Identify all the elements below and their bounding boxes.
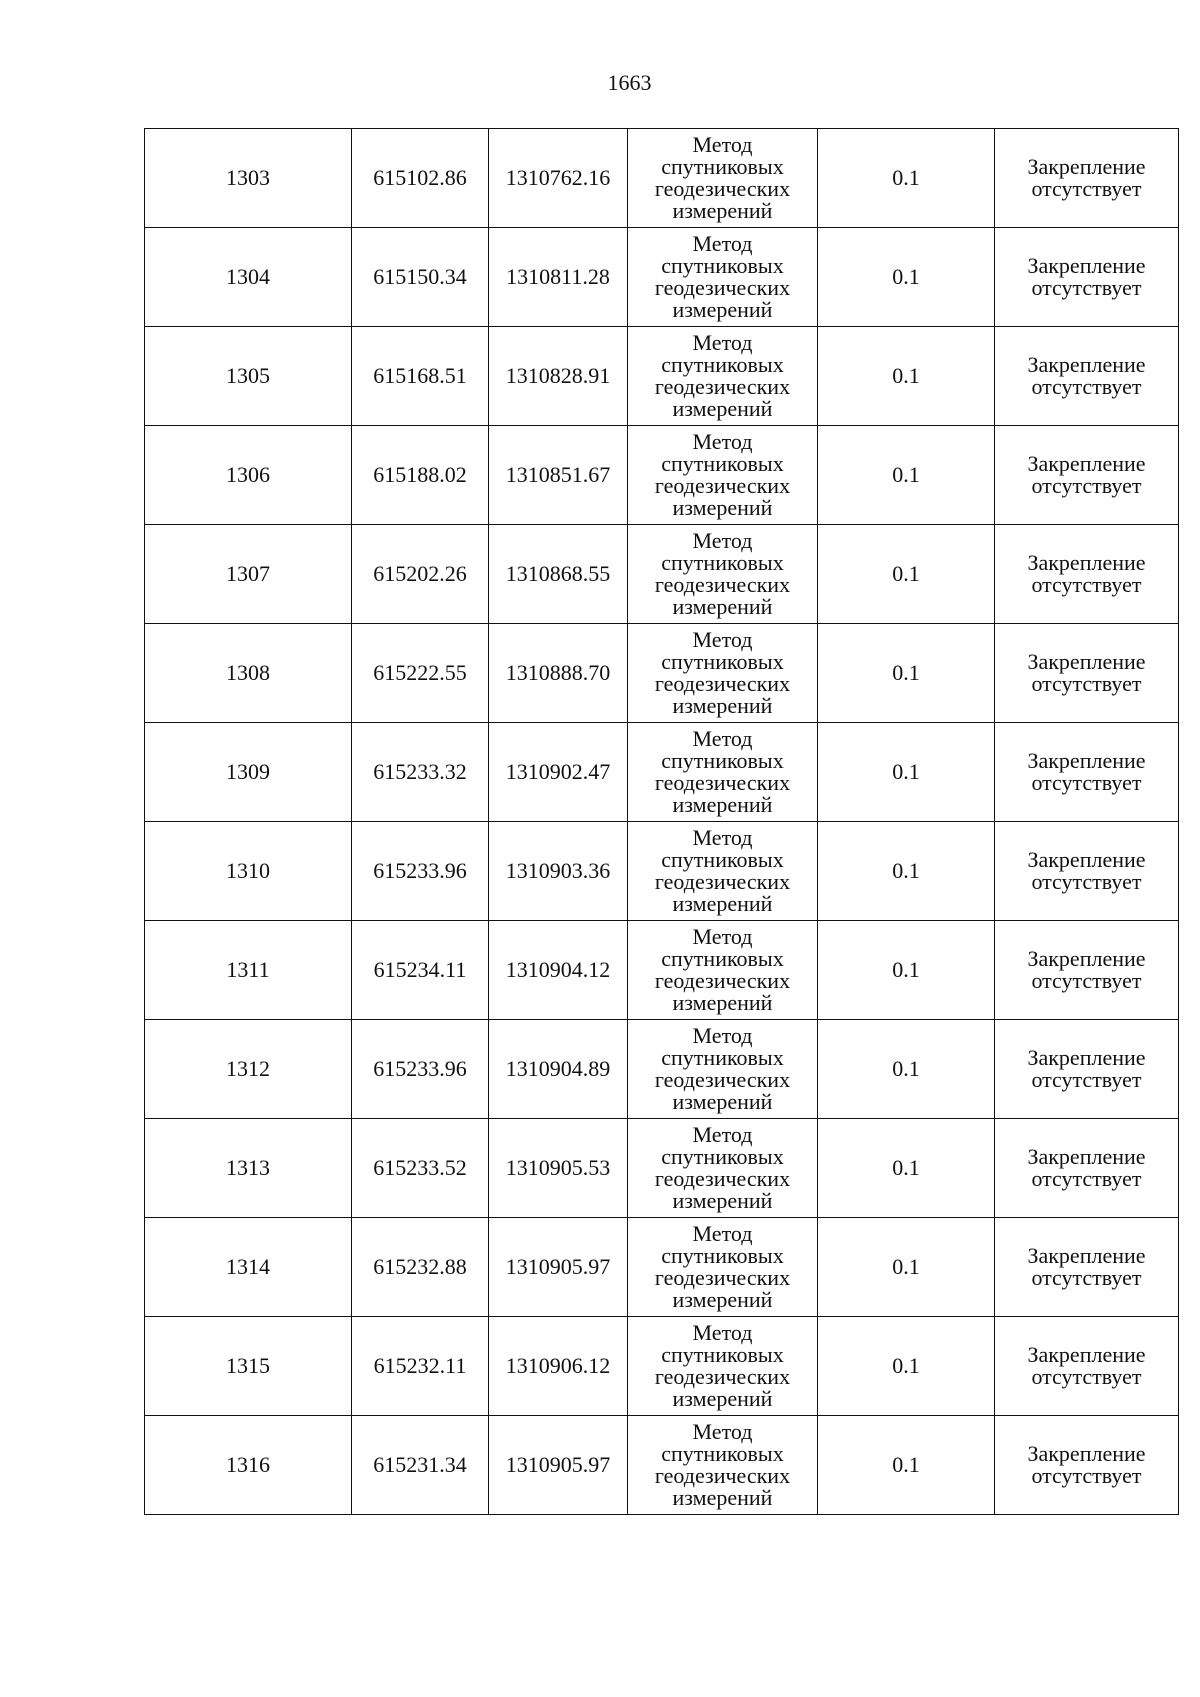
cell-method-text: Метод спутниковых геодезических измерений (654, 1419, 791, 1510)
cell-point-number (145, 1020, 352, 1119)
cell-accuracy-text: 0.1 (892, 1056, 920, 1081)
cell-coordinate-x (352, 723, 489, 822)
cell-coordinate-y (489, 228, 628, 327)
cell-coordinate-x-text: 615233.52 (373, 1155, 467, 1180)
cell-fixing-text: Закрепление отсутствует (1027, 154, 1146, 201)
cell-coordinate-x-text: 615168.51 (373, 363, 467, 388)
cell-coordinate-y (489, 1119, 628, 1218)
cell-coordinate-x (352, 1218, 489, 1317)
cell-accuracy (818, 525, 995, 624)
cell-point-number-text: 1311 (226, 957, 270, 982)
cell-method (628, 1119, 818, 1218)
cell-coordinate-y-text: 1310811.28 (506, 264, 610, 289)
cell-coordinate-x-text: 615231.34 (373, 1452, 467, 1477)
cell-fixing-text: Закрепление отсутствует (1027, 1045, 1146, 1092)
cell-coordinate-y-text: 1310851.67 (505, 462, 611, 487)
cell-accuracy (818, 921, 995, 1020)
cell-coordinate-y-text: 1310903.36 (505, 858, 611, 883)
cell-coordinate-y-text: 1310905.53 (505, 1155, 611, 1180)
cell-fixing (995, 1416, 1179, 1515)
cell-fixing (995, 822, 1179, 921)
cell-fixing (995, 228, 1179, 327)
cell-accuracy (818, 1020, 995, 1119)
cell-point-number (145, 1119, 352, 1218)
cell-coordinate-x-text: 615233.96 (373, 858, 467, 883)
cell-coordinate-y-text: 1310868.55 (505, 561, 611, 586)
cell-point-number-text: 1306 (226, 462, 270, 487)
cell-coordinate-x-text: 615188.02 (373, 462, 467, 487)
cell-fixing-text: Закрепление отсутствует (1027, 253, 1146, 300)
cell-accuracy-text: 0.1 (892, 759, 920, 784)
cell-coordinate-y-text: 1310762.16 (505, 165, 611, 190)
cell-method-text: Метод спутниковых геодезических измерений (654, 429, 791, 520)
cell-accuracy (818, 1416, 995, 1515)
cell-coordinate-x (352, 327, 489, 426)
cell-method (628, 1317, 818, 1416)
cell-fixing-text: Закрепление отсутствует (1027, 1144, 1146, 1191)
cell-point-number-text: 1303 (226, 165, 270, 190)
cell-coordinate-x (352, 1317, 489, 1416)
cell-fixing-text: Закрепление отсутствует (1027, 451, 1146, 498)
cell-coordinate-y-text: 1310904.89 (505, 1056, 611, 1081)
cell-fixing (995, 129, 1179, 228)
cell-accuracy (818, 426, 995, 525)
cell-point-number (145, 921, 352, 1020)
cell-accuracy (818, 723, 995, 822)
cell-coordinate-y-text: 1310906.12 (505, 1353, 611, 1378)
cell-coordinate-x-text: 615234.11 (373, 957, 467, 982)
table-row (145, 426, 1179, 525)
table-row (145, 1020, 1179, 1119)
table-row (145, 1416, 1179, 1515)
cell-point-number (145, 129, 352, 228)
cell-coordinate-y (489, 525, 628, 624)
cell-method (628, 129, 818, 228)
cell-method (628, 228, 818, 327)
cell-point-number-text: 1309 (226, 759, 270, 784)
cell-accuracy-text: 0.1 (892, 1353, 920, 1378)
cell-coordinate-y (489, 624, 628, 723)
cell-method-text: Метод спутниковых геодезических измерений (654, 132, 791, 223)
cell-coordinate-y (489, 327, 628, 426)
cell-method-text: Метод спутниковых геодезических измерений (654, 528, 791, 619)
cell-method-text: Метод спутниковых геодезических измерений (654, 1320, 791, 1411)
cell-point-number (145, 327, 352, 426)
cell-accuracy-text: 0.1 (892, 957, 920, 982)
cell-accuracy (818, 1119, 995, 1218)
cell-method-text: Метод спутниковых геодезических измерений (654, 231, 791, 322)
cell-coordinate-y-text: 1310904.12 (505, 957, 611, 982)
table-row (145, 921, 1179, 1020)
cell-coordinate-x-text: 615150.34 (373, 264, 467, 289)
cell-method-text: Метод спутниковых геодезических измерений (654, 1023, 791, 1114)
cell-fixing (995, 1119, 1179, 1218)
cell-accuracy-text: 0.1 (892, 363, 920, 388)
table-row (145, 1317, 1179, 1416)
cell-coordinate-x (352, 1119, 489, 1218)
cell-point-number (145, 723, 352, 822)
cell-fixing-text: Закрепление отсутствует (1027, 946, 1146, 993)
cell-coordinate-y (489, 723, 628, 822)
cell-point-number (145, 525, 352, 624)
table-row (145, 525, 1179, 624)
cell-point-number-text: 1304 (226, 264, 270, 289)
cell-fixing-text: Закрепление отсутствует (1027, 1441, 1146, 1488)
cell-point-number (145, 1218, 352, 1317)
cell-point-number (145, 1416, 352, 1515)
cell-coordinate-y (489, 921, 628, 1020)
table-row (145, 327, 1179, 426)
cell-point-number-text: 1315 (226, 1353, 270, 1378)
cell-point-number-text: 1312 (226, 1056, 270, 1081)
cell-coordinate-x (352, 1416, 489, 1515)
cell-method (628, 822, 818, 921)
cell-coordinate-x-text: 615102.86 (373, 165, 467, 190)
cell-coordinate-x-text: 615233.96 (373, 1056, 467, 1081)
cell-coordinate-x-text: 615232.11 (373, 1353, 467, 1378)
cell-fixing-text: Закрепление отсутствует (1027, 352, 1146, 399)
cell-method (628, 1218, 818, 1317)
cell-accuracy-text: 0.1 (892, 462, 920, 487)
cell-point-number-text: 1310 (226, 858, 270, 883)
cell-fixing (995, 327, 1179, 426)
cell-coordinate-y (489, 1317, 628, 1416)
cell-fixing-text: Закрепление отсутствует (1027, 1342, 1146, 1389)
cell-method (628, 525, 818, 624)
cell-accuracy-text: 0.1 (892, 561, 920, 586)
cell-fixing-text: Закрепление отсутствует (1027, 847, 1146, 894)
cell-fixing (995, 1317, 1179, 1416)
cell-coordinate-y (489, 822, 628, 921)
cell-coordinate-y-text: 1310902.47 (505, 759, 611, 784)
table-row (145, 129, 1179, 228)
cell-coordinate-y-text: 1310905.97 (505, 1452, 611, 1477)
cell-accuracy (818, 822, 995, 921)
table-row (145, 1119, 1179, 1218)
cell-fixing (995, 426, 1179, 525)
cell-point-number-text: 1308 (226, 660, 270, 685)
cell-method-text: Метод спутниковых геодезических измерений (654, 330, 791, 421)
table-row (145, 228, 1179, 327)
cell-coordinate-y (489, 1416, 628, 1515)
cell-point-number-text: 1313 (226, 1155, 270, 1180)
cell-point-number-text: 1314 (226, 1254, 270, 1279)
cell-fixing-text: Закрепление отсутствует (1027, 550, 1146, 597)
cell-method-text: Метод спутниковых геодезических измерений (654, 924, 791, 1015)
cell-method (628, 426, 818, 525)
cell-accuracy-text: 0.1 (892, 1452, 920, 1477)
cell-point-number (145, 228, 352, 327)
cell-coordinate-x-text: 615202.26 (373, 561, 467, 586)
cell-accuracy (818, 327, 995, 426)
cell-coordinate-x (352, 426, 489, 525)
cell-point-number (145, 624, 352, 723)
cell-fixing-text: Закрепление отсутствует (1027, 649, 1146, 696)
cell-accuracy (818, 1218, 995, 1317)
cell-fixing (995, 624, 1179, 723)
cell-coordinate-x (352, 525, 489, 624)
cell-accuracy (818, 1317, 995, 1416)
cell-coordinate-y (489, 129, 628, 228)
cell-coordinate-x (352, 921, 489, 1020)
cell-accuracy-text: 0.1 (892, 165, 920, 190)
cell-coordinate-x (352, 624, 489, 723)
cell-accuracy-text: 0.1 (892, 1254, 920, 1279)
cell-coordinate-y-text: 1310828.91 (505, 363, 611, 388)
cell-coordinate-x (352, 822, 489, 921)
table-row (145, 1218, 1179, 1317)
cell-accuracy-text: 0.1 (892, 264, 920, 289)
cell-method (628, 624, 818, 723)
coordinates-table (144, 128, 1179, 1515)
cell-method-text: Метод спутниковых геодезических измерений (654, 627, 791, 718)
cell-fixing (995, 921, 1179, 1020)
cell-method (628, 723, 818, 822)
cell-accuracy-text: 0.1 (892, 660, 920, 685)
cell-coordinate-x (352, 1020, 489, 1119)
cell-method-text: Метод спутниковых геодезических измерений (654, 1221, 791, 1312)
cell-fixing-text: Закрепление отсутствует (1027, 1243, 1146, 1290)
cell-method (628, 1020, 818, 1119)
table-row (145, 624, 1179, 723)
cell-coordinate-x-text: 615232.88 (373, 1254, 467, 1279)
cell-method-text: Метод спутниковых геодезических измерений (654, 726, 791, 817)
cell-coordinate-y-text: 1310888.70 (505, 660, 611, 685)
cell-fixing (995, 1020, 1179, 1119)
cell-accuracy-text: 0.1 (892, 1155, 920, 1180)
cell-point-number-text: 1305 (226, 363, 270, 388)
table-row (145, 723, 1179, 822)
cell-method-text: Метод спутниковых геодезических измерений (654, 825, 791, 916)
cell-method (628, 1416, 818, 1515)
table-row (145, 822, 1179, 921)
cell-point-number (145, 1317, 352, 1416)
cell-fixing (995, 723, 1179, 822)
cell-coordinate-x-text: 615233.32 (373, 759, 467, 784)
cell-accuracy (818, 228, 995, 327)
cell-coordinate-y (489, 1218, 628, 1317)
page-number: 1663 (607, 70, 652, 95)
cell-point-number (145, 426, 352, 525)
cell-accuracy (818, 624, 995, 723)
cell-coordinate-y (489, 1020, 628, 1119)
cell-fixing (995, 525, 1179, 624)
cell-fixing-text: Закрепление отсутствует (1027, 748, 1146, 795)
cell-fixing (995, 1218, 1179, 1317)
cell-method-text: Метод спутниковых геодезических измерений (654, 1122, 791, 1213)
cell-coordinate-y-text: 1310905.97 (505, 1254, 611, 1279)
cell-method (628, 327, 818, 426)
table-body (145, 129, 1179, 1515)
cell-coordinate-x-text: 615222.55 (373, 660, 467, 685)
cell-coordinate-x (352, 228, 489, 327)
cell-coordinate-x (352, 129, 489, 228)
cell-method (628, 921, 818, 1020)
cell-accuracy (818, 129, 995, 228)
cell-point-number-text: 1307 (226, 561, 270, 586)
cell-coordinate-y (489, 426, 628, 525)
cell-point-number (145, 822, 352, 921)
cell-point-number-text: 1316 (226, 1452, 270, 1477)
cell-accuracy-text: 0.1 (892, 858, 920, 883)
